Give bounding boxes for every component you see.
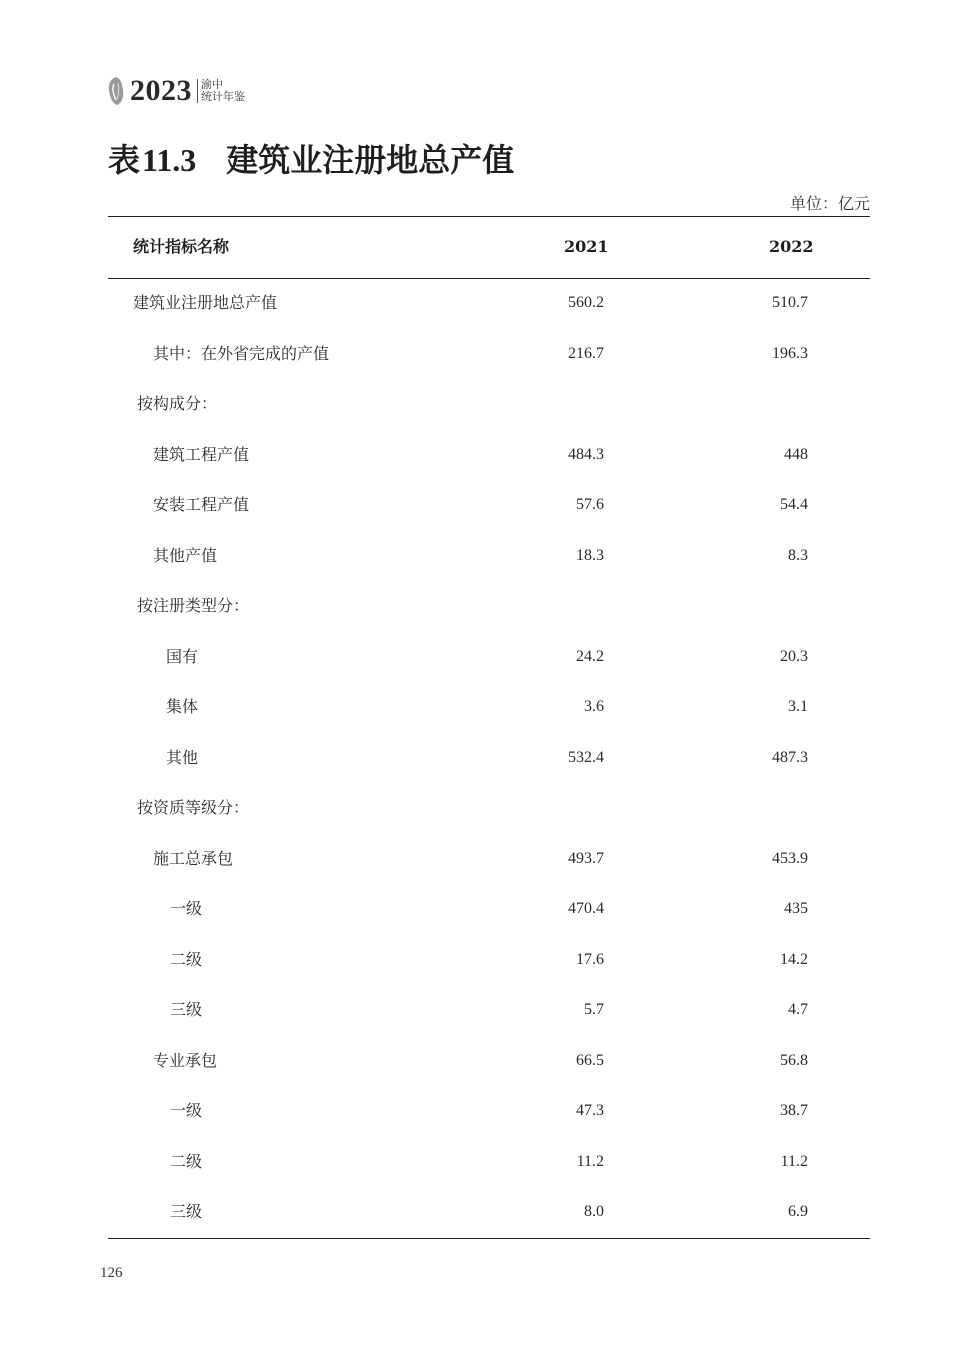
value-2022: 3.1 xyxy=(788,698,808,715)
value-2021: 18.3 xyxy=(576,546,604,564)
yearbook-header xyxy=(106,74,245,108)
row-label: 二级 xyxy=(170,949,203,969)
row-label: 其他产值 xyxy=(153,545,218,565)
value-2022: 196.3 xyxy=(772,344,808,362)
value-2021: 3.6 xyxy=(584,698,604,715)
table-row xyxy=(108,733,870,783)
table-row xyxy=(108,632,870,682)
header-subtitle-line1: 渝中 xyxy=(201,78,223,91)
column-header-name: 统计指标名称 xyxy=(133,237,230,256)
row-label: 安装工程产值 xyxy=(153,495,250,514)
table-row xyxy=(108,985,870,1035)
table-top-rule xyxy=(108,216,870,217)
column-header-2021: 2021 xyxy=(564,237,609,256)
value-2021: 470.4 xyxy=(568,900,604,917)
table-bottom-rule xyxy=(108,1238,870,1239)
table-row xyxy=(108,1137,870,1187)
row-label: 国有 xyxy=(166,646,199,666)
value-2022: 448 xyxy=(784,445,808,463)
value-2021: 11.2 xyxy=(576,1152,604,1170)
value-2021: 66.5 xyxy=(576,1051,604,1069)
value-2022: 20.3 xyxy=(780,647,808,665)
value-2022: 56.8 xyxy=(780,1051,808,1069)
value-2022: 14.2 xyxy=(780,950,808,968)
table-row xyxy=(108,480,870,530)
value-2022: 487.3 xyxy=(772,748,808,766)
value-2021: 47.3 xyxy=(576,1102,604,1119)
table-row xyxy=(108,783,870,833)
row-label: 集体 xyxy=(166,697,199,716)
title-name: 建筑业注册地总产值 xyxy=(226,141,515,179)
value-2021: 5.7 xyxy=(584,1001,604,1018)
row-label: 专业承包 xyxy=(153,1050,218,1070)
value-2021: 216.7 xyxy=(568,344,604,362)
row-label: 三级 xyxy=(170,1000,203,1019)
row-label: 三级 xyxy=(170,1202,203,1221)
table-row xyxy=(108,329,870,379)
row-label: 二级 xyxy=(170,1151,203,1171)
page-number: 126 xyxy=(100,1265,123,1281)
value-2021: 560.2 xyxy=(568,294,604,311)
row-label: 按资质等级分： xyxy=(137,798,250,817)
value-2022: 453.9 xyxy=(772,849,808,867)
header-year: 2023 xyxy=(130,74,192,107)
table-row xyxy=(108,531,870,581)
row-label: 按注册类型分： xyxy=(137,596,250,615)
table-row xyxy=(108,1187,870,1237)
table-row xyxy=(108,379,870,429)
title-prefix: 表 xyxy=(108,141,141,179)
table-row xyxy=(108,1036,870,1086)
header-subtitle-line2: 统计年鉴 xyxy=(201,90,245,103)
value-2022: 38.7 xyxy=(780,1102,808,1119)
value-2021: 17.6 xyxy=(576,950,604,968)
table-row xyxy=(108,935,870,985)
title-number: 11.3 xyxy=(142,142,197,178)
row-label: 一级 xyxy=(170,899,203,918)
value-2021: 532.4 xyxy=(568,748,604,766)
value-2021: 8.0 xyxy=(584,1203,604,1220)
value-2022: 435 xyxy=(784,900,808,917)
value-2022: 11.2 xyxy=(780,1152,808,1170)
row-label: 其中：在外省完成的产值 xyxy=(153,343,330,363)
row-label: 一级 xyxy=(170,1101,203,1120)
value-2022: 510.7 xyxy=(772,294,808,311)
value-2022: 8.3 xyxy=(788,546,808,564)
table-row xyxy=(108,682,870,732)
value-2021: 493.7 xyxy=(568,849,604,867)
table-row xyxy=(108,884,870,934)
row-label: 建筑业注册地总产值 xyxy=(133,293,278,312)
table-row xyxy=(108,278,870,328)
header-subtitle xyxy=(197,79,245,103)
value-2021: 57.6 xyxy=(576,496,604,513)
value-2021: 484.3 xyxy=(568,445,604,463)
value-2022: 54.4 xyxy=(780,496,808,513)
table-row xyxy=(108,581,870,631)
row-label: 其他 xyxy=(166,747,199,767)
value-2021: 24.2 xyxy=(576,647,604,665)
row-label: 按构成分： xyxy=(137,394,218,413)
row-label: 施工总承包 xyxy=(153,848,234,868)
value-2022: 6.9 xyxy=(788,1203,808,1220)
yearbook-logo-icon xyxy=(106,76,126,106)
table-header-row xyxy=(108,222,870,272)
page-title xyxy=(108,138,514,182)
unit-label: 单位：亿元 xyxy=(789,194,870,213)
table-row xyxy=(108,1086,870,1136)
column-header-2022: 2022 xyxy=(769,237,814,256)
table-row xyxy=(108,430,870,480)
table-row xyxy=(108,834,870,884)
row-label: 建筑工程产值 xyxy=(153,444,250,464)
value-2022: 4.7 xyxy=(788,1001,808,1018)
